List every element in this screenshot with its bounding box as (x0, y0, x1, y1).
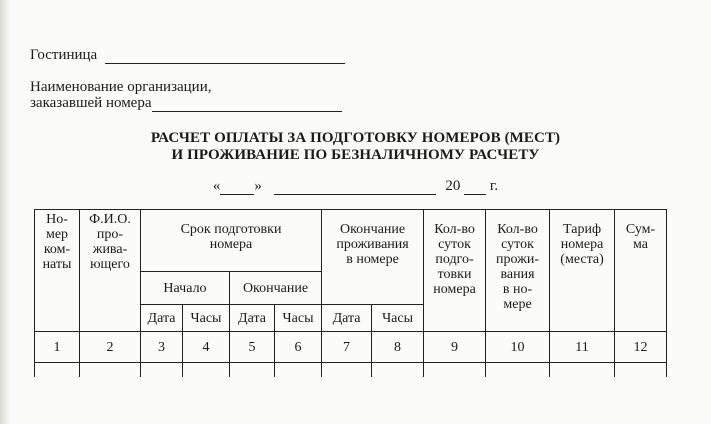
hotel-label: Гостиница (30, 47, 98, 63)
organization-input-line[interactable] (152, 111, 342, 112)
header-prep-end-hours: Часы (275, 305, 322, 332)
empty-cell[interactable] (35, 363, 80, 378)
column-number: 4 (183, 332, 230, 363)
header-stay-end-date: Дата (322, 305, 372, 332)
hotel-input-line[interactable] (105, 63, 345, 64)
hotel-field (30, 47, 345, 64)
empty-cell[interactable] (550, 363, 615, 378)
header-prep-start-date: Дата (141, 305, 183, 332)
empty-cell[interactable] (424, 363, 486, 378)
empty-cell[interactable] (486, 363, 550, 378)
header-room-number: Но- мер ком- наты (35, 210, 80, 332)
empty-cell[interactable] (372, 363, 424, 378)
column-number: 10 (486, 332, 550, 363)
header-stay-days: Кол-во суток прожи- вания в но- мере (486, 210, 550, 332)
empty-cell[interactable] (322, 363, 372, 378)
day-input-line[interactable] (220, 194, 254, 195)
header-prep-end-date: Дата (230, 305, 275, 332)
document-title-line2: И ПРОЖИВАНИЕ ПО БЕЗНАЛИЧНОМУ РАСЧЕТУ (171, 147, 540, 163)
header-prep-end: Окончание (230, 272, 322, 305)
header-prep-days: Кол-во суток подго- товки номера (424, 210, 486, 332)
header-sum: Сум- ма (615, 210, 667, 332)
column-number: 11 (550, 332, 615, 363)
empty-cell[interactable] (80, 363, 141, 378)
organization-label-line2: заказавшей номера (30, 95, 152, 111)
column-number: 5 (230, 332, 275, 363)
column-number: 12 (615, 332, 667, 363)
header-prep-period: Срок подготовки номера (141, 210, 322, 272)
document-title-line1: РАСЧЕТ ОПЛАТЫ ЗА ПОДГОТОВКУ НОМЕРОВ (МЕСТ) (150, 130, 561, 146)
column-number: 8 (372, 332, 424, 363)
header-stay-end: Окончание проживания в номере (322, 210, 424, 305)
column-number: 9 (424, 332, 486, 363)
date-close-quote: » (254, 178, 262, 194)
empty-cell[interactable] (183, 363, 230, 378)
column-number: 3 (141, 332, 183, 363)
header-prep-start: Начало (141, 272, 230, 305)
organization-field (30, 95, 342, 112)
year-suffix: г. (489, 178, 499, 194)
column-number: 7 (322, 332, 372, 363)
year-prefix: 20 (445, 178, 461, 194)
header-prep-start-hours: Часы (183, 305, 230, 332)
column-number: 2 (80, 332, 141, 363)
date-line (0, 178, 711, 195)
header-guest-name: Ф.И.О. про- жива- ющего (80, 210, 141, 332)
column-number: 1 (35, 332, 80, 363)
empty-cell[interactable] (615, 363, 667, 378)
organization-label-line1: Наименование организации, (30, 79, 212, 95)
empty-cell[interactable] (141, 363, 183, 378)
column-number: 6 (275, 332, 322, 363)
page-edge-shadow (0, 0, 10, 424)
empty-cell[interactable] (230, 363, 275, 378)
header-rate: Тариф номера (места) (550, 210, 615, 332)
header-stay-end-hours: Часы (372, 305, 424, 332)
year-input-line[interactable] (464, 194, 486, 195)
month-input-line[interactable] (274, 194, 436, 195)
payment-table (34, 209, 667, 377)
empty-cell[interactable] (275, 363, 322, 378)
date-open-quote: « (212, 178, 221, 194)
